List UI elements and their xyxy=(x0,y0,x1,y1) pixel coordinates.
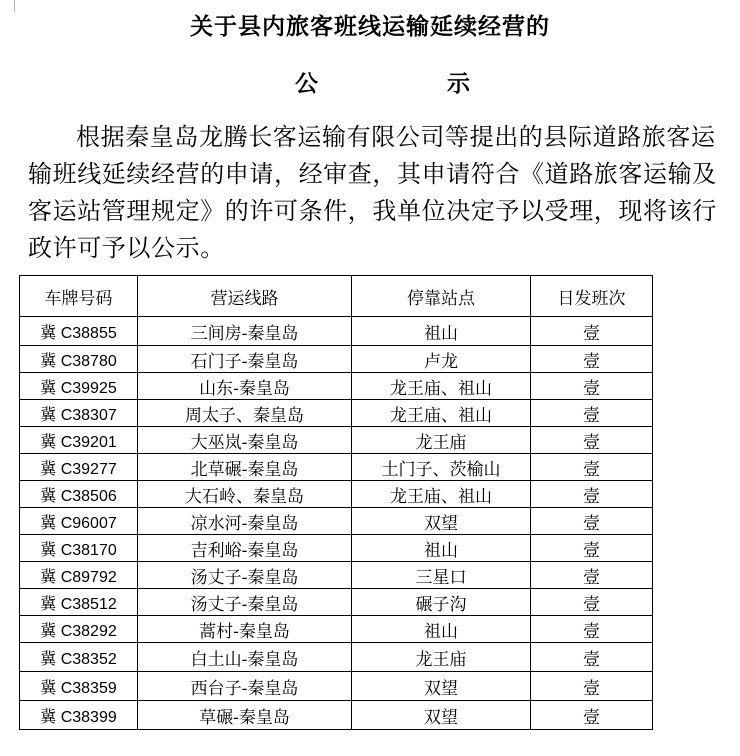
daily-cell: 壹 xyxy=(531,589,653,616)
daily-cell: 壹 xyxy=(531,643,653,672)
route-cell: 草碾-秦皇岛 xyxy=(138,701,352,730)
table-row xyxy=(20,346,653,373)
route-cell: 北草碾-秦皇岛 xyxy=(138,454,352,481)
table-row xyxy=(20,589,653,616)
plate-cell: 冀 C38307 xyxy=(20,400,138,427)
stops-cell: 双望 xyxy=(352,508,531,535)
document-title: 关于县内旅客班线运输延续经营的 xyxy=(190,13,550,40)
table-row xyxy=(20,535,653,562)
plate-cell: 冀 C38780 xyxy=(20,346,138,373)
plate-cell: 冀 C38506 xyxy=(20,481,138,508)
plate-cell: 冀 C96007 xyxy=(20,508,138,535)
table-row xyxy=(20,672,653,701)
plate-cell: 冀 C89792 xyxy=(20,562,138,589)
daily-cell: 壹 xyxy=(531,535,653,562)
table-row xyxy=(20,643,653,672)
daily-cell: 壹 xyxy=(531,400,653,427)
plate-cell: 冀 C39925 xyxy=(20,373,138,400)
table-row xyxy=(20,701,653,730)
header-stops: 停靠站点 xyxy=(352,276,531,317)
stops-cell: 龙王庙、祖山 xyxy=(352,400,531,427)
table-row xyxy=(20,454,653,481)
daily-cell: 壹 xyxy=(531,454,653,481)
daily-cell: 壹 xyxy=(531,317,653,346)
plate-cell: 冀 C39277 xyxy=(20,454,138,481)
table-row xyxy=(20,616,653,643)
route-cell: 汤丈子-秦皇岛 xyxy=(138,562,352,589)
daily-cell: 壹 xyxy=(531,672,653,701)
route-cell: 白土山-秦皇岛 xyxy=(138,643,352,672)
route-cell: 三间房-秦皇岛 xyxy=(138,317,352,346)
stops-cell: 双望 xyxy=(352,672,531,701)
route-cell: 周太子、秦皇岛 xyxy=(138,400,352,427)
route-cell: 大石岭、秦皇岛 xyxy=(138,481,352,508)
stops-cell: 碾子沟 xyxy=(352,589,531,616)
table-row xyxy=(20,373,653,400)
stops-cell: 龙王庙、祖山 xyxy=(352,373,531,400)
subtitle-char-right: 示 xyxy=(447,70,470,97)
plate-cell: 冀 C38512 xyxy=(20,589,138,616)
route-cell: 凉水河-秦皇岛 xyxy=(138,508,352,535)
table-row xyxy=(20,508,653,535)
header-plate: 车牌号码 xyxy=(20,276,138,317)
daily-cell: 壹 xyxy=(531,562,653,589)
stops-cell: 龙王庙、祖山 xyxy=(352,481,531,508)
table-header-row xyxy=(20,276,653,317)
stops-cell: 祖山 xyxy=(352,317,531,346)
plate-cell: 冀 C38359 xyxy=(20,672,138,701)
daily-cell: 壹 xyxy=(531,346,653,373)
plate-cell: 冀 C38352 xyxy=(20,643,138,672)
route-cell: 汤丈子-秦皇岛 xyxy=(138,589,352,616)
stops-cell: 龙王庙 xyxy=(352,643,531,672)
route-cell: 石门子-秦皇岛 xyxy=(138,346,352,373)
stops-cell: 龙王庙 xyxy=(352,427,531,454)
stops-cell: 三星口 xyxy=(352,562,531,589)
daily-cell: 壹 xyxy=(531,481,653,508)
table-row xyxy=(20,562,653,589)
header-route: 营运线路 xyxy=(138,276,352,317)
route-cell: 山东-秦皇岛 xyxy=(138,373,352,400)
document-subtitle xyxy=(295,65,470,98)
plate-cell: 冀 C38292 xyxy=(20,616,138,643)
header-daily: 日发班次 xyxy=(531,276,653,317)
stops-cell: 双望 xyxy=(352,701,531,730)
daily-cell: 壹 xyxy=(531,616,653,643)
route-cell: 吉利峪-秦皇岛 xyxy=(138,535,352,562)
plate-cell: 冀 C38399 xyxy=(20,701,138,730)
bus-line-table xyxy=(19,275,653,730)
stops-cell: 祖山 xyxy=(352,616,531,643)
table-row xyxy=(20,427,653,454)
route-cell: 西台子-秦皇岛 xyxy=(138,672,352,701)
subtitle-char-left: 公 xyxy=(295,70,318,97)
route-cell: 蒿村-秦皇岛 xyxy=(138,616,352,643)
daily-cell: 壹 xyxy=(531,373,653,400)
stops-cell: 卢龙 xyxy=(352,346,531,373)
table-row xyxy=(20,400,653,427)
daily-cell: 壹 xyxy=(531,427,653,454)
table-row xyxy=(20,317,653,346)
table-row xyxy=(20,481,653,508)
daily-cell: 壹 xyxy=(531,508,653,535)
plate-cell: 冀 C39201 xyxy=(20,427,138,454)
route-cell: 大巫岚-秦皇岛 xyxy=(138,427,352,454)
stops-cell: 土门子、茨榆山 xyxy=(352,454,531,481)
intro-paragraph: 根据秦皇岛龙腾长客运输有限公司等提出的县际道路旅客运输班线延续经营的申请，经审查，其申请符合《道路旅客运输及客运站管理规定》的许可条件，我单位决定予以受理，现将该行政许可予以公示。 xyxy=(28,123,717,262)
plate-cell: 冀 C38170 xyxy=(20,535,138,562)
daily-cell: 壹 xyxy=(531,701,653,730)
stops-cell: 祖山 xyxy=(352,535,531,562)
plate-cell: 冀 C38855 xyxy=(20,317,138,346)
